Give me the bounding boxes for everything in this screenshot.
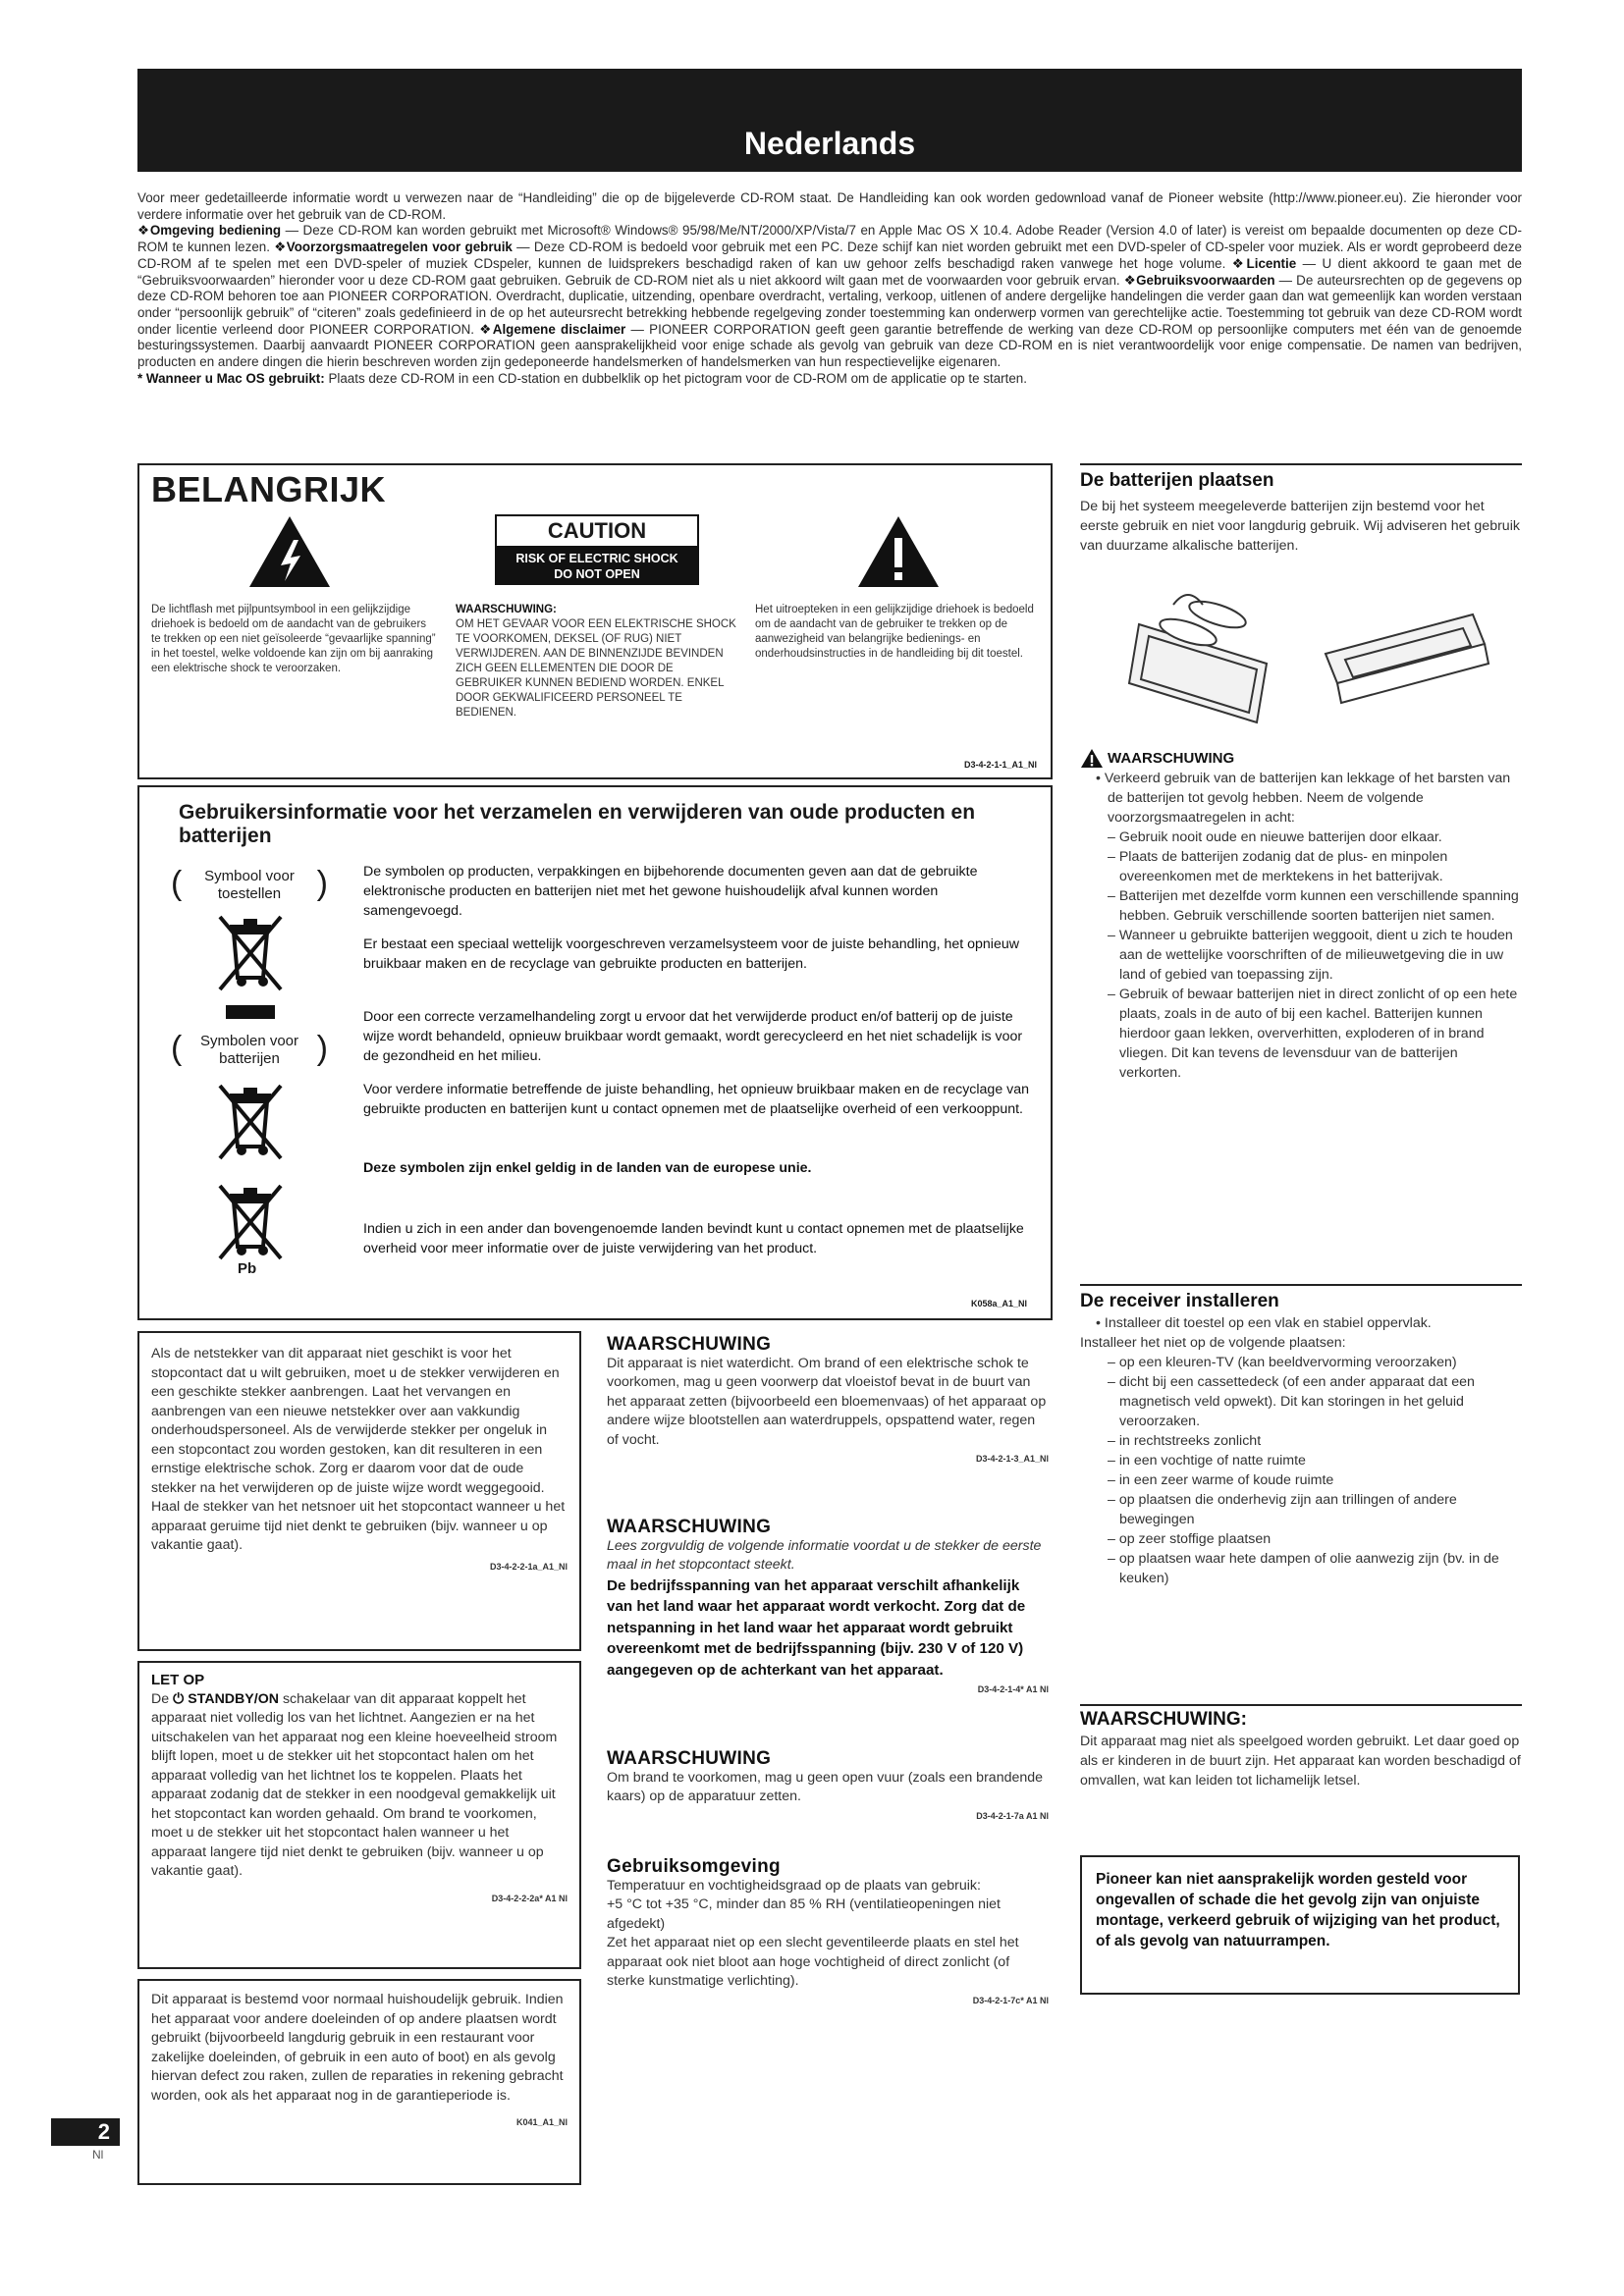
mac-info <box>137 371 1522 388</box>
receiver-section <box>1080 1292 1522 1588</box>
receiver-item: – op een kleuren-TV (kan beeldvervorming veroorzaken) <box>1108 1355 1457 1370</box>
toy-warning-text: Dit apparaat mag niet als speelgoed worden gebruikt. Let daar goed op als er kinderen in de buurt zijn. Het apparaat kan worden beschadigd of omvallen, wat kan leiden tot lichamelijk letsel. <box>1080 1734 1521 1789</box>
exclamation-warning-icon <box>856 514 941 589</box>
code-label: D3-4-2-2-1a_A1_Nl <box>489 1561 568 1572</box>
heading-gebruiksvoorwaarden: ❖Gebruiksvoorwaarden <box>1123 272 1275 288</box>
text-licentie: — U dient akkoord te gaan met de “Gebruiksvoorwaarden” hieronder voor u deze CD-ROM gaat gebruiken. Gebruik de CD-ROM niet als u niet akkoord wilt gaan met de voorwaarden voor gebruik ervan. <box>137 255 1522 288</box>
receiver-item: – in rechtstreeks zonlicht <box>1108 1433 1262 1449</box>
belangrijk-title: BELANGRIJK <box>151 469 387 509</box>
disposal-p2: Er bestaat een speciaal wettelijk voorgeschreven verzamelsysteem voor de juiste behandling, het opnieuw bruikbaar maken en de recyclage van gebruikte producten en batterijen. <box>363 936 1019 972</box>
lightning-warning-icon <box>247 514 332 589</box>
gebruiksomgeving-heading: Gebruiksomgeving <box>607 1856 781 1877</box>
heading-licentie: ❖Licentie <box>1231 255 1297 271</box>
let-op-text <box>151 1690 568 1882</box>
gebruiksomgeving-t3: Zet het apparaat niet op een slecht geventileerde plaats en stel het apparaat ook niet bloot aan hoge vochtigheid of direct zonlicht (of sterke kunstmatige verlichting). <box>607 1935 1019 1989</box>
lightning-explanation: De lichtflash met pijlpuntsymbool in een gelijkzijdige driehoek is bedoeld om de aandacht van de gebruikers te trekken op een niet geïsoleerde “gevaarlijke spanning” in het toestel, welke voldoende kan zijn om bij aanraking een elektrische shock te veroorzaken. <box>151 604 436 674</box>
disposal-p6: Indien u zich in een ander dan bovengenoemde landen bevindt kunt u contact opnemen met de plaatselijke overheid voor meer informatie over de juiste verwijdering van het product. <box>363 1221 1024 1256</box>
battery-item: – Plaats de batterijen zodanig dat de plus- en minpolen overeenkomen met de merktekens in het batterijvak. <box>1108 849 1448 884</box>
language-banner <box>137 69 1522 172</box>
let-op-box <box>137 1661 581 1969</box>
receiver-bullet-text: Installeer dit toestel op een vlak en stabiel oppervlak. <box>1104 1315 1432 1331</box>
let-op-heading: LET OP <box>151 1672 205 1688</box>
toy-warning-heading: WAARSCHUWING: <box>1080 1709 1247 1730</box>
caution-text: OM HET GEVAAR VOOR EEN ELEKTRISCHE SHOCK TE VOORKOMEN, DEKSEL (OF RUG) NIET VERWIJDEREN. AAN DE BINNENZIJDE BEVINDEN ZICH GEEN ELLEMENTEN DIE DOOR DE GEBRUIKER KUNNEN BEDIEND WORDEN. ENKEL DOOR GEKWALIFICEERD PERSONEEL TE BEDIENEN. <box>456 618 736 719</box>
text-voorzorg: — Deze CD-ROM is bedoeld voor gebruik met een PC. Deze schijf kan niet worden gebruikt met een DVD-speler of CD-speler voor muziek. Als er wordt geprobeerd deze CD-ROM af te spelen met een DVD-speler of muziek CDspeler, kunnen de luidsprekers beschadigd raken of kan uw gehoor zelfs beschadigd raken vanwege het hoge volume. <box>137 240 1522 271</box>
waarschuwing-spanning-heading: WAARSCHUWING <box>607 1517 772 1537</box>
battery-item: – Batterijen met dezelfde vorm kunnen een verschillende spanning hebben. Gebruik verschillende soorten batterijen niet samen. <box>1108 888 1519 924</box>
code-label: K041_A1_Nl <box>515 2117 568 2127</box>
huishoudelijk-text: Dit apparaat is bestemd voor normaal huishoudelijk gebruik. Indien het apparaat voor andere doeleinden of op andere plaatsen wordt gebruikt (bijvoorbeeld langdurig gebruik in een restaurant voor zakelijke doeleinden, of gebruik in een auto of boot) en als gevolg hiervan defect zou raken, zullen de reparaties in rekening gebracht worden, ook als het apparaat nog in de garantieperiode is. <box>151 1992 564 2104</box>
divider <box>1080 463 1522 465</box>
caution-explanation <box>456 603 740 721</box>
page-number: 2 <box>51 2118 120 2146</box>
divider <box>1080 1704 1522 1706</box>
waarschuwing-spanning-bold: De bedrijfsspanning van het apparaat verschilt afhankelijk van het land waar het apparaat wordt verkocht. Zorg dat de netspanning in het land waar het apparaat wordt gebruikt overeenkomt met de bedrijfsspanning (bijv. 230 V of 120 V) aangegeven op de achterkant van het apparaat. <box>607 1576 1026 1679</box>
battery-warning-title <box>1080 748 1522 769</box>
code-label: K058a_A1_Nl <box>970 1299 1027 1308</box>
text-disclaimer: — PIONEER CORPORATION geeft geen garantie betreffende de werking van deze CD-ROM op persoonlijke computers met één van de genoemde besturingssystemen. Daarbij aanvaardt PIONEER CORPORATION geen aansprakelijkheid voor enige schade als gevolg van gebruik van deze CD-ROM en is niet verantwoordelijk voor enige compensatie. De namen van bedrijven, producten en andere dingen die hierin beschreven worden zijn gedeponeerde handelsmerken of handelsmerken van hun respectievelijke eigenaren. <box>137 321 1522 370</box>
caution-label <box>495 514 699 585</box>
pioneer-disclaimer-box: Pioneer kan niet aansprakelijk worden gesteld voor ongevallen of schade die het gevolg zijn van onjuiste montage, verkeerd gebruik of wijziging van het product, of als gevolg van natuurrampen. <box>1080 1855 1520 1995</box>
battery-text: De bij het systeem meegeleverde batterijen zijn bestemd voor het eerste gebruik en niet voor langdurig gebruik. Wij adviseren het gebruik van duurzame alkalische batterijen. <box>1080 499 1520 554</box>
waarschuwing-vuur-heading: WAARSCHUWING <box>607 1748 772 1769</box>
let-op-pre: De <box>151 1690 174 1707</box>
pb-label: Pb <box>238 1260 257 1277</box>
caution-title: CAUTION <box>497 516 697 548</box>
battery-item: – Gebruik nooit oude en nieuwe batterijen door elkaar. <box>1108 829 1442 845</box>
text-mac: Plaats deze CD-ROM in een CD-station en dubbelklik op het pictogram voor de CD-ROM om de applicatie op te starten. <box>324 370 1027 386</box>
disposal-p5: Deze symbolen zijn enkel geldig in de landen van de europese unie. <box>363 1160 812 1176</box>
disposal-p4: Voor verdere informatie betreffende de juiste behandling, het opnieuw bruikbaar maken en de recyclage van gebruikte producten en batterijen kunt u contact opnemen met de plaatselijke overheid of een verkooppunt. <box>363 1082 1030 1117</box>
battery-warning-heading: WAARSCHUWING <box>1108 749 1235 767</box>
stekker-text: Als de netstekker van dit apparaat niet geschikt is voor het stopcontact dat u wilt gebruiken, moet u de stekker verwijderen en een geschikte stekker aanbrengen. Laat het vervangen en aanbrengen van een nieuwe netstekker over aan vakkundig onderhoudspersoneel. Als de verwijderde stekker per ongeluk in een stopcontact zou worden gestoken, kan dit resulteren in een ernstige elektrische schok. Zorg er daarom voor dat de oude stekker na het verwijderen op de juiste wijze wordt weggegooid. Haal de stekker van het netsnoer uit het stopcontact wanneer u het apparaat geruime tijd niet denkt te gebruiken (bijv. wanneer u op vakantie gaat). <box>151 1346 566 1553</box>
heading-mac: * Wanneer u Mac OS gebruikt: <box>137 370 325 386</box>
battery-item: – Wanneer u gebruikte batterijen weggooit, dient u zich te houden aan de wettelijke voorschriften of de milieuwetgeving die in uw land of gebied van toepassing zijn. <box>1108 928 1513 983</box>
receiver-intro: Installeer het niet op de volgende plaatsen: <box>1080 1335 1346 1351</box>
code-label: D3-4-2-1-7a A1 Nl <box>976 1810 1049 1821</box>
black-bar-icon <box>226 1005 275 1019</box>
code-label: D3-4-2-1-4* A1 Nl <box>977 1684 1049 1694</box>
disposal-info-box <box>137 785 1053 1320</box>
text-omgeving: — Deze CD-ROM kan worden gebruikt met Microsoft® Windows® 95/98/Me/NT/2000/XP/Vista/7 en Apple Mac OS X 10.4. Adobe Reader (Version 4.0 of later) is vereist om bepaalde documenten op deze CD-ROM te kunnen lezen. <box>137 223 1522 255</box>
waarschuwing-water-heading: WAARSCHUWING <box>607 1334 772 1355</box>
caution-subtitle <box>497 548 697 585</box>
heading-disclaimer: ❖Algemene disclaimer <box>479 321 626 337</box>
code-label: D3-4-2-1-1_A1_Nl <box>963 760 1037 770</box>
belangrijk-box <box>137 463 1053 779</box>
text-gebruiksvoorwaarden: — De auteursrechten op de gegevens op deze CD-ROM behoren toe aan PIONEER CORPORATION. Overdracht, duplicatie, uitzending, openbare overdracht, vertaling, verkoop, uitlenen of andere dergelijke handelingen die verder gaan dan wat gemeenlijk kan worden verstaan onder “persoonlijk gebruik” of “citeren” zoals gedefinieerd in de op het auteursrecht betrekking hebbende regelgeving zonder toestemming kan onderwerp vormen van gerechtelijke actie. Toestemming tot gebruik van deze CD-ROM wordt onder licentie verleend door PIONEER CORPORATION. <box>137 272 1522 337</box>
disposal-p1: De symbolen op producten, verpakkingen en bijbehorende documenten geven aan dat de gebruikte elektronische producten en batterijen niet met het gewone huishoudelijk afval kunnen worden samengevoegd. <box>363 864 978 919</box>
battery-heading: De batterijen plaatsen <box>1080 470 1274 491</box>
label-toestellen-text: Symbool voor toestellen <box>204 868 295 902</box>
crossed-bin-icon <box>216 913 285 991</box>
receiver-item: – in een vochtige of natte ruimte <box>1108 1453 1306 1468</box>
battery-item: – Gebruik of bewaar batterijen niet in direct zonlicht of op een hete plaats, zoals in de auto of bij een kachel. Batterijen kunnen hierdoor gaan lekken, oververhitten, exploderen of in brand vliegen. Dit kan tevens de levensduur van de batterijen verkorten. <box>1108 987 1518 1081</box>
battery-warning-bullet: • Verkeerd gebruik van de batterijen kan lekkage of het barsten van de batterijen tot gevolg hebben. Neem de volgende voorzorgsmaatregelen in acht: <box>1096 771 1511 826</box>
receiver-heading: De receiver installeren <box>1080 1291 1279 1311</box>
let-op-body: schakelaar van dit apparaat koppelt het apparaat niet volledig los van het lichtnet. Aangezien er na het uitschakelen van het apparaat nog een kleine hoeveelheid stroom blijft lopen, moet u de stekker uit het stopcontact halen om het apparaat volledig van het lichtnet los te koppelen. Plaats het apparaat zodanig dat de stekker in een noodgeval gemakkelijk uit het stopcontact kan worden gehaald. Om brand te voorkomen, moet u de stekker uit het stopcontact halen wanneer u het apparaat langere tijd niet denkt te gebruiken (bijv. wanneer u op vakantie gaat). <box>151 1690 558 1879</box>
page-language: Nl <box>92 2148 104 2162</box>
cd-rom-info <box>137 223 1522 370</box>
label-batterijen: ( Symbolen voor batterijen ) <box>171 1030 328 1067</box>
banner-title: Nederlands <box>743 126 916 161</box>
receiver-bullet: • Installeer dit toestel op een vlak en stabiel oppervlak. <box>1096 1315 1432 1331</box>
crossed-battery-bin-icon <box>216 1082 285 1160</box>
receiver-item: – op plaatsen die onderhevig zijn aan trillingen of andere bewegingen <box>1108 1492 1457 1527</box>
warning-triangle-icon <box>1080 748 1104 769</box>
huishoudelijk-box <box>137 1979 581 2185</box>
intro-text <box>137 190 1522 387</box>
waarschuwing-water <box>607 1335 1049 1469</box>
gebruiksomgeving-t1: Temperatuur en vochtigheidsgraad op de plaats van gebruik: <box>607 1877 981 1894</box>
gebruiksomgeving <box>607 1857 1049 2010</box>
gebruiksomgeving-t2: +5 °C tot +35 °C, minder dan 85 % RH (ventilatieopeningen niet afgedekt) <box>607 1896 1001 1932</box>
remote-battery-illustration <box>1119 585 1492 732</box>
standby-label: ⏻ STANDBY/ON <box>173 1690 279 1707</box>
receiver-item: – in een zeer warme of koude ruimte <box>1108 1472 1334 1488</box>
receiver-item: – op plaatsen waar hete dampen of olie aanwezig zijn (bv. in de keuken) <box>1108 1551 1499 1586</box>
label-toestellen: ( Symbool voor toestellen ) <box>171 865 328 902</box>
code-label: D3-4-2-1-3_A1_Nl <box>975 1454 1049 1464</box>
toy-warning <box>1080 1710 1522 1790</box>
divider <box>1080 1284 1522 1286</box>
waarschuwing-spanning <box>607 1518 1049 1700</box>
disposal-p3: Door een correcte verzamelhandeling zorgt u ervoor dat het verwijderde product en/of batterij op de juiste wijze wordt behandeld, opnieuw bruikbaar wordt gemaakt, wordt gerecycleerd en het niet schadelijk is voor de gezondheid en het milieu. <box>363 1009 1023 1064</box>
caution-line-1: RISK OF ELECTRIC SHOCK <box>515 552 678 565</box>
heading-voorzorg: ❖Voorzorgsmaatregelen voor gebruik <box>274 240 513 255</box>
waarschuwing-spanning-italic: Lees zorgvuldig de volgende informatie voordat u de stekker de eerste maal in het stopcontact steekt. <box>607 1537 1042 1573</box>
waarschuwing-vuur <box>607 1749 1049 1826</box>
code-label: D3-4-2-1-7c* A1 Nl <box>972 1995 1049 2005</box>
disposal-title: Gebruikersinformatie voor het verzamelen en verwijderen van oude producten en batterijen <box>179 801 976 847</box>
waarschuwing-vuur-text: Om brand te voorkomen, mag u geen open vuur (zoals een brandende kaars) op de apparatuur zetten. <box>607 1769 1044 1804</box>
exclamation-explanation: Het uitroepteken in een gelijkzijdige driehoek is bedoeld om de aandacht van de gebruiker te trekken op de aanwezigheid van belangrijke bedienings- en onderhoudsinstructies in de handleiding bij dit toestel. <box>755 604 1034 660</box>
label-batterijen-text: Symbolen voor batterijen <box>199 1033 299 1067</box>
caution-heading: WAARSCHUWING: <box>456 604 557 615</box>
battery-bullet-text: Verkeerd gebruik van de batterijen kan lekkage of het barsten van de batterijen tot gevolg hebben. Neem de volgende voorzorgsmaatregelen in acht: <box>1104 771 1511 826</box>
battery-section <box>1080 471 1522 556</box>
waarschuwing-water-text: Dit apparaat is niet waterdicht. Om brand of een elektrische schok te voorkomen, mag u geen voorwerp dat vloeistof bevat in de buurt van het apparaat zetten (bijvoorbeeld een bloemenvaas) of het apparaat op andere wijze blootstellen aan waterdruppels, opspattend water, regen of vocht. <box>607 1355 1047 1448</box>
receiver-item: – dicht bij een cassettedeck (of een ander apparaat dat een magnetisch veld opwekt). Dit kan storingen in het geluid veroorzaken. <box>1108 1374 1475 1429</box>
stekker-box <box>137 1331 581 1651</box>
battery-warning <box>1080 748 1522 1083</box>
code-label: D3-4-2-2-2a* A1 Nl <box>491 1893 568 1903</box>
caution-line-2: DO NOT OPEN <box>554 567 640 581</box>
heading-omgeving: ❖Omgeving bediening <box>137 223 282 239</box>
intro-paragraph: Voor meer gedetailleerde informatie wordt u verwezen naar de “Handleiding” die op de bijgeleverde CD-ROM staat. De Handleiding kan ook worden gedownload vanaf de Pioneer website (http://www.pioneer.eu). Zie hieronder voor verdere informatie over het gebruik van de CD-ROM. <box>137 190 1522 222</box>
crossed-pb-bin-icon <box>216 1182 285 1260</box>
receiver-item: – op zeer stoffige plaatsen <box>1108 1531 1272 1547</box>
